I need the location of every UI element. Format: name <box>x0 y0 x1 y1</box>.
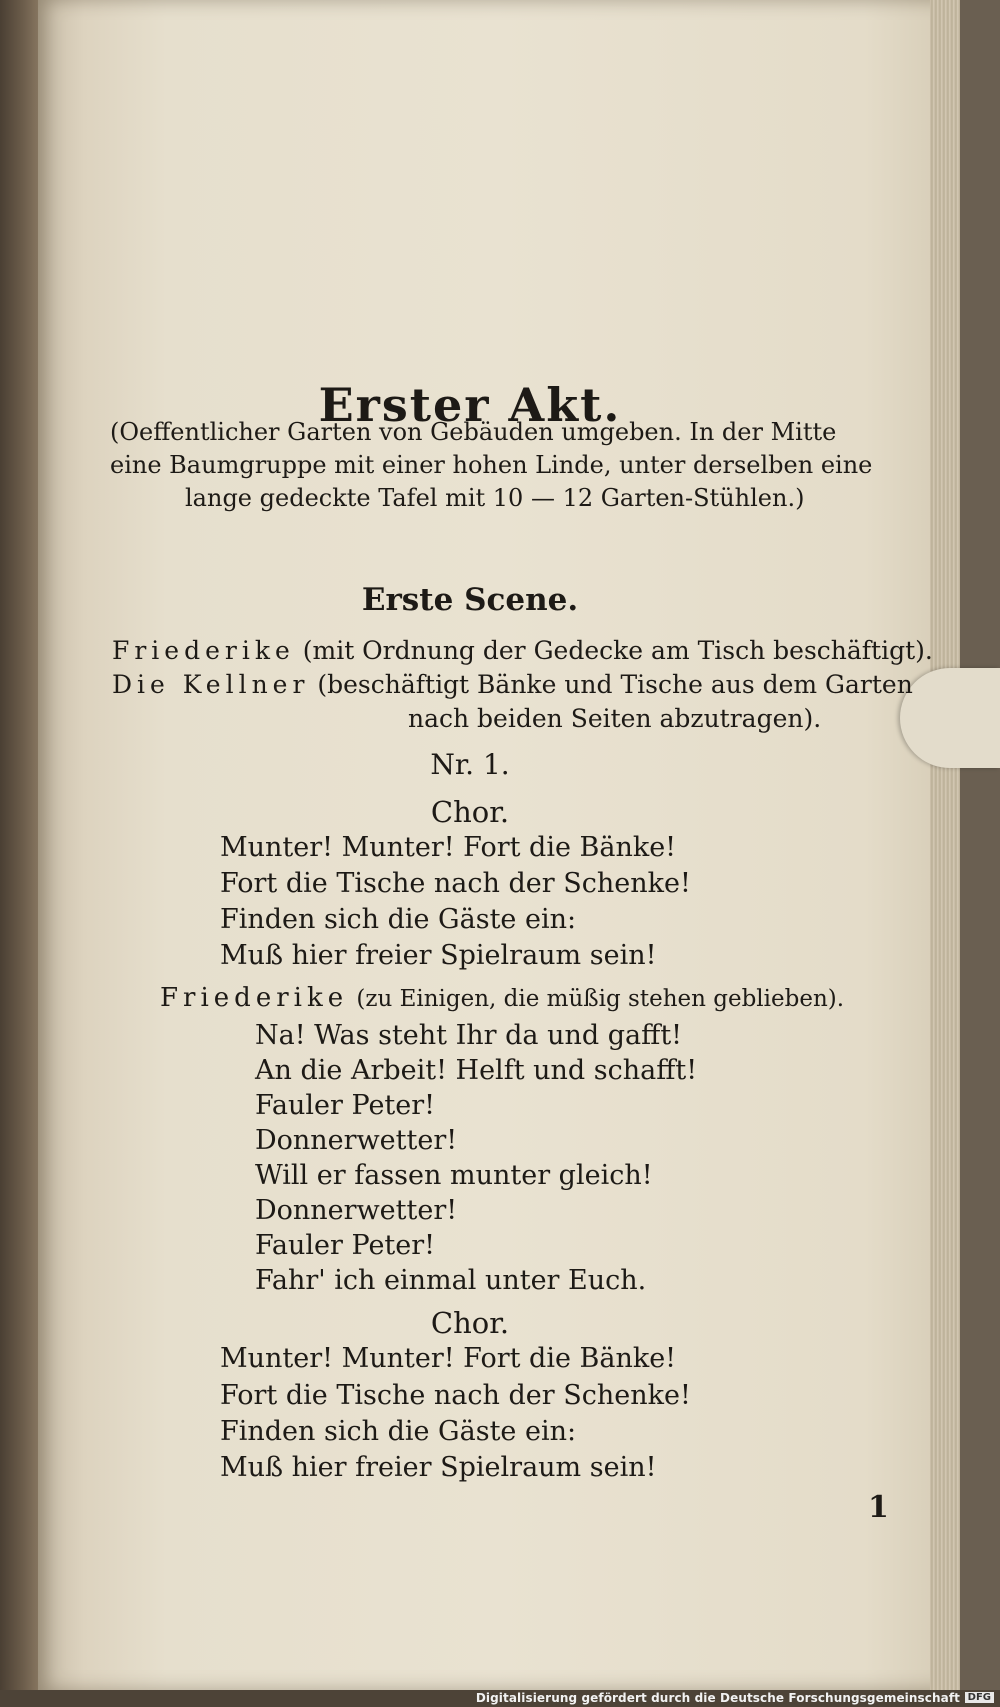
book-background-right <box>958 0 1000 1707</box>
page-number: 1 <box>868 1490 889 1525</box>
stage-direction-line-3: lange gedeckte Tafel mit 10 — 12 Garten-Stühlen.) <box>185 484 805 512</box>
scene-title: Erste Scene. <box>361 582 579 618</box>
speaker-friederike: Friederike <box>160 983 349 1013</box>
footer-credit: Digitalisierung gefördert durch die Deutsche Forschungsgemeinschaft <box>475 1691 960 1705</box>
act-title: Erster Akt. <box>318 378 622 432</box>
chor-line-1: Munter! Munter! Fort die Bänke! <box>220 832 677 863</box>
chor2-line-1: Munter! Munter! Fort die Bänke! <box>220 1343 677 1374</box>
cast-name-kellner: Die Kellner <box>112 670 310 699</box>
chor-line-2: Fort die Tische nach der Schenke! <box>220 868 691 899</box>
chor2-line-4: Muß hier freier Spielraum sein! <box>220 1452 657 1483</box>
cast-line-1 <box>112 636 933 665</box>
friederike-line-2: An die Arbeit! Helft und schafft! <box>255 1055 698 1086</box>
cast-note-continuation: nach beiden Seiten abzutragen). <box>408 704 822 733</box>
chor2-line-3: Finden sich die Gäste ein: <box>220 1416 577 1447</box>
friederike-line-5: Will er fassen munter gleich! <box>255 1160 653 1191</box>
page-tab <box>900 668 1000 768</box>
cast-name-friederike: Friederike <box>112 636 295 665</box>
chor2-line-2: Fort die Tische nach der Schenke! <box>220 1380 691 1411</box>
friederike-line-7: Fauler Peter! <box>255 1230 436 1261</box>
stage-direction-line-2: eine Baumgruppe mit einer hohen Linde, unter derselben eine <box>110 451 873 479</box>
cast-line-2 <box>112 670 913 699</box>
dfg-logo: DFG <box>965 1692 994 1703</box>
friederike-line-3: Fauler Peter! <box>255 1090 436 1121</box>
chor-label-2: Chor. <box>430 1306 510 1340</box>
cast-note-friederike: (mit Ordnung der Gedecke am Tisch beschäftigt). <box>302 636 933 665</box>
friederike-line-4: Donnerwetter! <box>255 1125 458 1156</box>
chor-line-3: Finden sich die Gäste ein: <box>220 904 577 935</box>
friederike-line-8: Fahr' ich einmal unter Euch. <box>255 1265 647 1296</box>
friederike-line-6: Donnerwetter! <box>255 1195 458 1226</box>
chor-label: Chor. <box>430 795 510 829</box>
cast-note-kellner: (beschäftigt Bänke und Tische aus dem Garten <box>317 670 913 699</box>
friederike-line-1: Na! Was steht Ihr da und gafft! <box>255 1020 683 1051</box>
chor-line-4: Muß hier freier Spielraum sein! <box>220 940 657 971</box>
book-cover-left <box>0 0 42 1707</box>
speaker-direction: (zu Einigen, die müßig stehen geblieben). <box>356 986 845 1012</box>
stage-direction-line-1: (Oeffentlicher Garten von Gebäuden umgeben. In der Mitte <box>110 418 837 446</box>
page-edges <box>930 0 960 1690</box>
speaker-line <box>160 983 844 1013</box>
number-label: Nr. 1. <box>430 748 510 781</box>
